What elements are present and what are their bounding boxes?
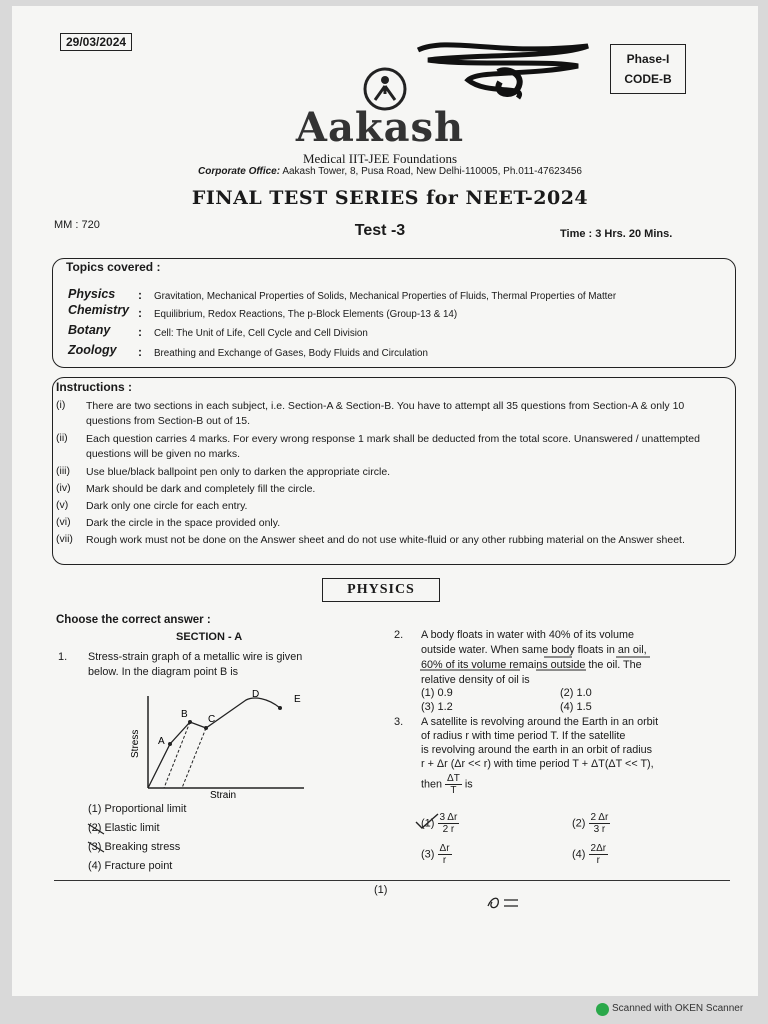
- topic-text: Equilibrium, Redox Reactions, The p-Block Elements (Group-13 & 14): [154, 309, 458, 320]
- q3-line2: of radius r with time period T. If the satellite: [421, 730, 626, 742]
- instruction-text: Each question carries 4 marks. For every wrong response 1 mark shall be deducted from the total score. Unanswered / unattempted questions will be given no marks.: [86, 433, 700, 460]
- instruction-text: Dark the circle in the space provided only.: [86, 517, 281, 529]
- q3-option-2: [572, 812, 610, 835]
- topic-colon: :: [138, 306, 142, 320]
- y-axis-label: Stress: [130, 729, 141, 758]
- q2-option-3: (3) 1.2: [421, 701, 453, 713]
- phase-label: Phase-I: [626, 52, 670, 66]
- q1-option-1: (1) Proportional limit: [88, 803, 187, 815]
- time-allowed: Time : 3 Hrs. 20 Mins.: [560, 228, 673, 240]
- instruction-number: (v): [56, 499, 69, 511]
- scanner-logo-icon: [596, 1003, 609, 1016]
- phase-code-box: [610, 44, 686, 94]
- q2-line2: outside water. When same body floats in an oil,: [421, 644, 647, 656]
- point-a-label: A: [158, 736, 165, 747]
- topic-text: Breathing and Exchange of Gases, Body Fluids and Circulation: [154, 348, 428, 359]
- pen-tick-mark: [414, 812, 444, 832]
- point-c-dot: [204, 726, 208, 730]
- topic-subject: Chemistry: [68, 303, 130, 317]
- max-marks: MM : 720: [54, 219, 100, 231]
- point-b-label: B: [181, 709, 188, 720]
- frac-num: 2Δr: [590, 843, 607, 854]
- topic-colon: :: [138, 288, 142, 302]
- instruction-number: (iii): [56, 465, 70, 477]
- point-e-dot: [278, 706, 282, 710]
- instruction-number: (i): [56, 399, 66, 411]
- instruction-number: (ii): [56, 432, 68, 444]
- option-fraction: [589, 843, 609, 866]
- point-d-label: D: [252, 689, 260, 700]
- pen-strike-marks: [86, 820, 116, 860]
- q3-then: then: [421, 778, 443, 791]
- test-series-title: FINAL TEST SERIES for NEET-2024: [191, 187, 589, 209]
- instructions-title: Instructions :: [56, 380, 133, 394]
- pen-underlines: [420, 654, 660, 672]
- physics-heading: PHYSICS: [322, 578, 440, 602]
- instruction-number: (iv): [56, 482, 71, 494]
- topic-colon: :: [138, 345, 142, 359]
- topics-title: Topics covered :: [66, 260, 161, 274]
- topic-text: Cell: The Unit of Life, Cell Cycle and Cell Division: [154, 328, 368, 339]
- instruction-text: Dark only one circle for each entry.: [86, 500, 248, 512]
- q1-option-2: (2) Elastic limit: [88, 822, 160, 834]
- q1-number: 1.: [58, 651, 68, 663]
- q2-option-4: (4) 1.5: [560, 701, 592, 713]
- q1-option-4: (4) Fracture point: [88, 860, 173, 872]
- point-e-label: E: [294, 694, 301, 705]
- corporate-address: Aakash Tower, 8, Pusa Road, New Delhi-110005, Ph.011-47623456: [282, 166, 582, 177]
- frac-num: ΔT: [447, 773, 460, 784]
- q1-line1: Stress-strain graph of a metallic wire is given: [88, 651, 303, 663]
- topic-subject: Botany: [68, 323, 111, 337]
- q1-line2: below. In the diagram point B is: [88, 666, 239, 678]
- q3-line4: r + Δr (Δr << r) with time period T + ΔT(ΔT << T),: [421, 758, 654, 770]
- frac-den: r: [596, 855, 600, 866]
- footer-rule: [54, 880, 730, 881]
- option-label: (1): [421, 817, 435, 830]
- topic-subject: Zoology: [68, 343, 117, 357]
- option-label: (3): [421, 848, 435, 861]
- frac-den: r: [442, 855, 447, 866]
- topic-text: Gravitation, Mechanical Properties of Solids, Mechanical Properties of Fluids, Thermal Properties of Matter: [154, 291, 617, 302]
- option-fraction: [589, 812, 611, 835]
- option-fraction: [438, 843, 452, 866]
- instruction-text: Use blue/black ballpoint pen only to darken the appropriate circle.: [86, 466, 391, 478]
- topic-colon: :: [138, 325, 142, 339]
- instruction-number: (vi): [56, 516, 71, 528]
- q3-line3: is revolving around the earth in an orbit of radius: [421, 744, 653, 756]
- section-a-label: SECTION - A: [176, 631, 243, 643]
- code-label: CODE-B: [624, 72, 672, 86]
- frac-den: T: [450, 785, 457, 796]
- option-label: (2): [572, 817, 586, 830]
- q2-option-1: (1) 0.9: [421, 687, 453, 699]
- point-b-dot: [188, 720, 192, 724]
- instruction-number: (vii): [56, 533, 73, 545]
- test-number: Test -3: [354, 222, 406, 239]
- date-stamp: 29/03/2024: [60, 33, 132, 51]
- option-label: (4): [572, 848, 586, 861]
- q3-option-3: [421, 843, 452, 866]
- q2-line3: 60% of its volume remains outside the oil. The: [421, 659, 642, 671]
- brand-name: Aakash: [295, 104, 465, 151]
- q3-line1: A satellite is revolving around the Earth in an orbit: [421, 716, 659, 728]
- stress-strain-graph: [118, 688, 306, 800]
- stress-strain-curve: [148, 698, 280, 788]
- unload-line-c: [182, 728, 206, 788]
- instruction-text: There are two sections in each subject, i.e. Section-A & Section-B. You have to attempt all 35 questions from Section-A & only 10 questions from Section-B out of 15.: [86, 400, 685, 427]
- q2-number: 2.: [394, 629, 404, 641]
- handwritten-scribble: [484, 890, 524, 914]
- q2-line1: A body floats in water with 40% of its volume: [421, 629, 635, 641]
- instruction-text: Rough work must not be done on the Answer sheet and do not use white-fluid or any other rubbing material on the Answer sheet.: [86, 534, 685, 546]
- x-axis-label: Strain: [210, 790, 237, 800]
- corporate-office: [160, 166, 620, 177]
- q3-ratio-line: [421, 773, 473, 796]
- topic-subject: Physics: [68, 287, 116, 301]
- brand-subtitle: Medical IIT-JEE Foundations: [302, 151, 458, 166]
- q3-number: 3.: [394, 716, 404, 728]
- frac-num: 2 Δr: [590, 812, 609, 823]
- pen-scribble: [408, 36, 598, 106]
- point-a-dot: [168, 742, 172, 746]
- q2-line4: relative density of oil is: [421, 674, 530, 686]
- q3-is: is: [464, 778, 473, 791]
- frac-den: 2 r: [442, 824, 455, 835]
- unload-line-b: [164, 722, 190, 788]
- frac-num: Δr: [439, 843, 450, 854]
- page-number: (1): [374, 884, 388, 896]
- corporate-label: Corporate Office:: [198, 166, 281, 177]
- point-c-label: C: [208, 714, 216, 725]
- q2-option-2: (2) 1.0: [560, 687, 592, 699]
- q3-ratio-fraction: [445, 773, 462, 796]
- q3-option-4: [572, 843, 608, 866]
- frac-num: 3 Δr: [439, 812, 458, 823]
- instruction-text: Mark should be dark and completely fill the circle.: [86, 483, 316, 495]
- frac-den: 3 r: [593, 824, 606, 835]
- q1-option-3: (3) Breaking stress: [88, 841, 181, 853]
- scanner-watermark: Scanned with OKEN Scanner: [612, 1003, 744, 1014]
- choose-answer-label: Choose the correct answer :: [56, 614, 211, 626]
